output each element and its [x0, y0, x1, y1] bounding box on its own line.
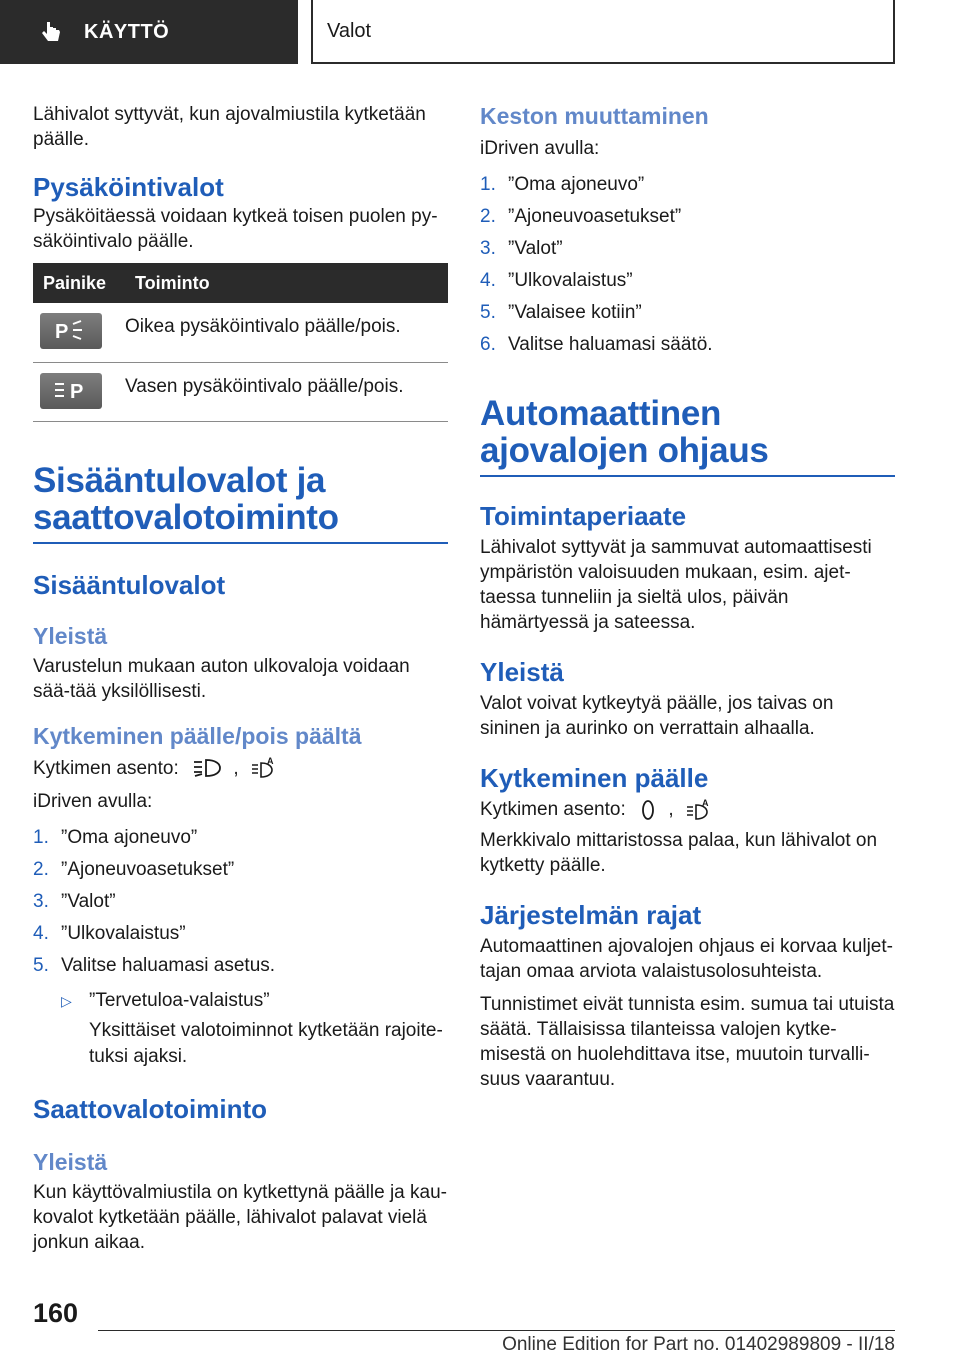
list-item: 2. ”Ajoneuvoasetukset”: [480, 206, 682, 227]
list-item: 4. ”Ulkovalaistus”: [33, 922, 186, 944]
principle-heading: Toimintaperiaate: [480, 501, 687, 531]
auto-lights-icon: [250, 756, 278, 780]
footer-edition: Online Edition for Part no. 01402989809 - II/18: [502, 1334, 895, 1355]
section-tab-label: KÄYTTÖ: [84, 20, 170, 43]
welcome-heading: Sisääntulovalot ja saattovalotoiminto: [33, 460, 339, 537]
duration-heading: Keston muuttaminen: [480, 103, 709, 129]
table-cell-text: Vasen pysäköintivalo päälle/pois.: [125, 362, 448, 421]
general-text-2: Kun käyttövalmiustila on kytkettynä päälle ja kau-kovalot kytketään päälle, lähivalot palavat vielä jonkun aikaa.: [33, 1181, 447, 1253]
table-header-function: Toiminto: [125, 263, 448, 303]
footer-rule: [98, 1330, 895, 1331]
limits-text-2: Tunnistimet eivät tunnista esim. sumua tai utuista säätä. Tällaisissa tilanteissa valojen kytke-misestä on huolehdittava itse, muutoin turvalli-suus vaarantuu.: [480, 994, 895, 1090]
on-heading: Kytkeminen päälle: [480, 763, 709, 793]
parking-text: Pysäköitäessä voidaan kytkeä toisen puolen py-säköintivalo päälle.: [33, 206, 438, 252]
limits-text-1: Automaattinen ajovalojen ohjaus ei korvaa kuljet-tajan omaa arviota valaistusolosuhteista.: [480, 936, 893, 982]
sub-step: [61, 988, 448, 1014]
switch-position-label: Kytkimen asento:: [33, 757, 179, 779]
welcome-subheading: Sisääntulovalot: [33, 569, 226, 600]
idrive-label: iDriven avulla:: [33, 790, 153, 812]
right-parking-light-icon: [40, 313, 102, 349]
right-steps-list: [480, 169, 895, 361]
list-item: 3. ”Valot”: [480, 238, 563, 259]
sub-step-text: ”Tervetuloa-valaistus”: [89, 989, 270, 1011]
button-table: [33, 263, 448, 422]
limits-heading: Järjestelmän rajat: [480, 900, 702, 930]
list-item: 6. Valitse haluamasi säätö.: [480, 334, 713, 355]
general-text-right: Valot voivat kytkeytyä päälle, jos taivas on sininen ja aurinko on verrattain alhaalla.: [480, 693, 834, 739]
list-item: 4. ”Ulkovalaistus”: [480, 270, 633, 291]
svg-text:A: A: [266, 756, 274, 767]
general-heading-right: Yleistä: [480, 657, 564, 687]
onoff-heading: Kytkeminen päälle/pois päältä: [33, 722, 362, 749]
svg-text:P: P: [70, 380, 84, 403]
idrive-label-right: iDriven avulla:: [480, 138, 600, 159]
switch-position-label-right: Kytkimen asento:: [480, 799, 626, 820]
principle-text: Lähivalot syttyvät ja sammuvat automaattisesti ympäristön valoisuuden mukaan, esim. ajet-taessa tunneliin ja sieltä ulos, päivän hämärtyessä ja sateessa.: [480, 537, 872, 633]
list-item: 5. ”Valaisee kotiin”: [480, 302, 642, 323]
page-number: 160: [33, 1298, 79, 1328]
general-heading: Yleistä: [33, 622, 108, 649]
section-tab: [0, 0, 298, 64]
list-item: 1. ”Oma ajoneuvo”: [480, 174, 645, 195]
triangle-bullet-icon: ▷: [61, 992, 72, 1009]
general-heading-2: Yleistä: [33, 1148, 108, 1175]
comma: ,: [233, 757, 239, 779]
comma-right: ,: [668, 799, 674, 820]
intro-text: Lähivalot syttyvät, kun ajovalmiustila kytketään päälle.: [33, 104, 426, 150]
table-cell-text: Oikea pysäköintivalo päälle/pois.: [125, 303, 448, 362]
left-column: [33, 102, 448, 1255]
heading-rule: [33, 542, 448, 544]
hand-pointer-icon: [40, 20, 62, 44]
zero-position-icon: [639, 798, 657, 822]
table-row: [33, 362, 448, 421]
table-row: [33, 303, 448, 362]
parking-heading: Pysäköintivalot: [33, 172, 224, 202]
left-steps-list: [33, 822, 448, 982]
low-beam-icon: [192, 757, 222, 779]
escort-heading: Saattovalotoiminto: [33, 1093, 268, 1124]
auto-lights-icon: [685, 798, 713, 822]
chapter-title: Valot: [327, 19, 372, 42]
svg-text:P: P: [55, 321, 69, 343]
auto-heading: Automaattinen ajovalojen ohjaus: [480, 394, 769, 470]
heading-rule-right: [480, 475, 895, 477]
list-item: 3. ”Valot”: [33, 890, 116, 912]
indicator-text: Merkkivalo mittaristossa palaa, kun lähivalot on kytketty päälle.: [480, 830, 878, 876]
right-column: [480, 102, 895, 1092]
sub-step-note: Yksittäiset valotoiminnot kytketään rajoite-tuksi ajaksi.: [89, 1019, 443, 1067]
list-item: 2. ”Ajoneuvoasetukset”: [33, 858, 235, 880]
svg-text:A: A: [701, 797, 709, 808]
general-text: Varustelun mukaan auton ulkovaloja voidaan sää-tää yksilöllisesti.: [33, 655, 410, 702]
left-parking-light-icon: [40, 373, 102, 409]
chapter-title-box: [311, 0, 895, 64]
list-item: 1. ”Oma ajoneuvo”: [33, 826, 198, 848]
table-header-button: Painike: [33, 263, 125, 303]
list-item: 5. Valitse haluamasi asetus.: [33, 954, 276, 976]
